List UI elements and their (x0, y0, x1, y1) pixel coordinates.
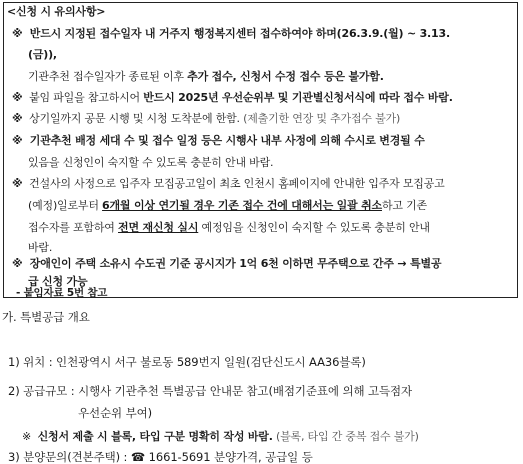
notice-item-6-line-1 (12, 257, 441, 271)
notice-item-3-text-b: (제출기한 연장 및 추가접수 불가) (239, 112, 401, 125)
overview-item-2-cont: 우선순위 부여) (78, 406, 152, 420)
note-mark: ※ (22, 430, 32, 443)
notice-item-5-text-b: 6개월 이상 연기될 경우 기존 접수 건에 대해서는 일괄 취소 (102, 199, 382, 212)
notice-item-5-text-a: (예정)일로부터 (28, 199, 103, 212)
notice-item-4-line-1 (12, 134, 425, 148)
note-mark: ※ (12, 177, 23, 190)
notice-item-5-text-c: 하고 기존 (381, 199, 427, 212)
notice-item-6-text: 장애인이 주택 소유시 수도권 기준 공시지가 1억 6천 이하면 무주택으로 간주 → 특별공 (29, 257, 442, 270)
note-mark: ※ (12, 27, 23, 40)
overview-item-1: 1) 위치 : 인천광역시 서구 불로동 589번지 일원(검단신도시 AA36블록) (8, 355, 366, 369)
notice-item-3 (12, 112, 400, 126)
notice-item-4-line-2: 있음을 신청인이 숙지할 수 있도록 충분히 안내 바람. (28, 156, 274, 169)
notice-item-3-text-a: 상기일까지 공문 시행 및 시청 도착분에 한함. (29, 112, 240, 125)
notice-box (3, 2, 518, 298)
notice-item-5-text-f: 예정임을 신청인이 숙지할 수 있도록 충분히 안내 (198, 221, 430, 234)
notice-item-1-text: 반드시 지정된 접수일자 내 거주지 행정복지센터 접수하여야 하며(26.3.9.(월) ~ 3.13. (29, 27, 450, 40)
phone-icon: ☎ (130, 450, 146, 464)
submission-note (22, 430, 419, 444)
notice-item-2-text-b: 반드시 2025년 우선순위부 및 기관별신청서식에 따라 접수 바람. (143, 91, 453, 104)
submission-note-text-b: (블록, 타입 간 중복 접수 불가) (272, 430, 419, 443)
notice-item-5-line-1 (12, 177, 445, 191)
attachment-note: - 붙임자료 5번 참고 (16, 287, 108, 299)
notice-item-5-line-2 (28, 199, 427, 213)
notice-item-1-line-3 (28, 70, 384, 84)
note-mark: ※ (12, 257, 23, 270)
notice-item-5-text-e: 전면 재신청 실시 (118, 221, 199, 234)
notice-item-1-line-2: (금)), (28, 48, 57, 61)
notice-item-1-line-1 (12, 27, 450, 41)
notice-item-5-line-3 (28, 221, 430, 235)
notice-item-2-text-a: 붙임 파일을 참고하시어 (29, 91, 144, 104)
notice-item-5-line-4: 바람. (28, 241, 53, 254)
inquiry-label: 3) 분양문의(견본주택) : (8, 450, 131, 464)
notice-item-5-text: 건설사의 사정으로 입주자 모집공고일이 최초 인천시 홈페이지에 안내한 입주자 모집공고 (29, 177, 445, 190)
notice-item-4-text: 기관추천 배정 세대 수 및 접수 일정 등은 시행사 내부 사정에 의해 수시로 변경될 수 (29, 134, 425, 147)
note-mark: ※ (12, 134, 23, 147)
submission-note-text-a: 신청서 제출 시 블록, 타입 구분 명확히 작성 바람. (37, 430, 273, 443)
overview-item-3 (8, 450, 313, 464)
notice-item-2 (12, 91, 453, 105)
notice-item-1-text-a: 기관추천 접수일자가 종료된 이후 (28, 70, 188, 83)
notice-item-1-text-b: 추가 접수, 신청서 수정 접수 등은 불가함. (187, 70, 384, 83)
notice-title: <신청 시 유의사항> (7, 5, 106, 18)
note-mark: ※ (12, 91, 23, 104)
notice-item-6-line-2: 급 신청 가능 (28, 275, 88, 288)
notice-item-5-text-d: 접수자를 포함하여 (28, 221, 119, 234)
note-mark: ※ (12, 112, 23, 125)
overview-item-2: 2) 공급규모 : 시행사 기관추천 특별공급 안내문 참고(배점기준표에 의해 고득점자 (8, 384, 413, 398)
section-heading: 가. 특별공급 개요 (2, 310, 90, 324)
inquiry-text: 1661-5691 분양가격, 공급일 등 (145, 450, 313, 464)
